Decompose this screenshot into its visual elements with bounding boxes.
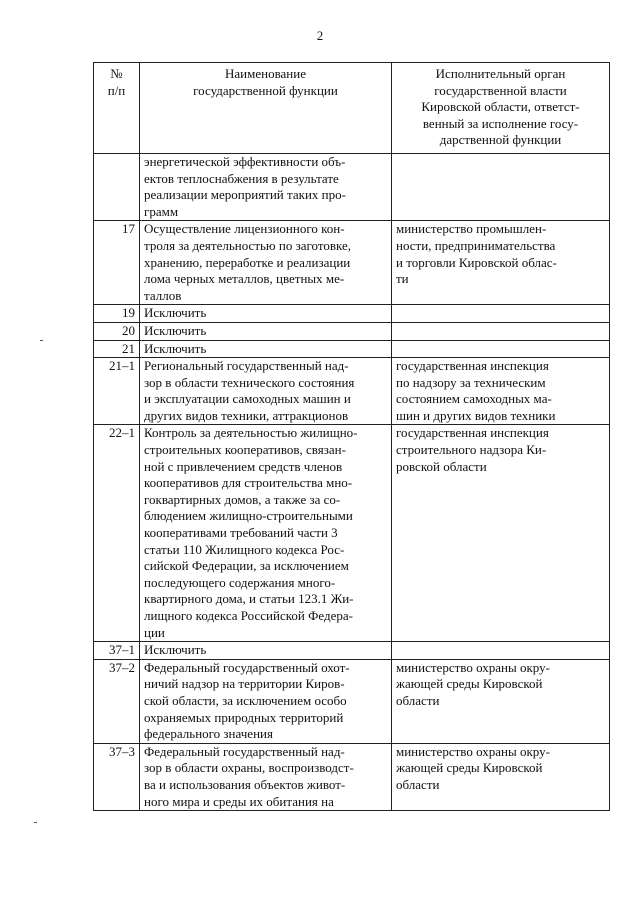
functions-table xyxy=(93,62,610,811)
row-number: 19 xyxy=(94,305,140,323)
function-name: Исключить xyxy=(140,340,392,358)
row-number xyxy=(94,153,140,220)
scan-mark xyxy=(34,822,37,823)
table-row xyxy=(94,743,610,810)
table-row xyxy=(94,153,610,220)
table-row xyxy=(94,221,610,305)
table-row xyxy=(94,425,610,642)
header-org: Исполнительный орган государственной власти Кировской области, ответст- венный за исполнение госу- дарственной функции xyxy=(392,63,610,154)
table-header-row xyxy=(94,63,610,154)
row-number: 37–1 xyxy=(94,642,140,660)
header-name: Наименование государственной функции xyxy=(140,63,392,154)
responsible-body xyxy=(392,340,610,358)
table-row xyxy=(94,322,610,340)
function-name: Исключить xyxy=(140,642,392,660)
responsible-body xyxy=(392,642,610,660)
responsible-body xyxy=(392,305,610,323)
table-row xyxy=(94,305,610,323)
function-name: Федеральный государственный охот- ничий надзор на территории Киров- ской области, за исключением особо охраняемых природных территорий федерального значения xyxy=(140,659,392,743)
function-name: Осуществление лицензионного кон- троля за деятельностью по заготовке, хранению, переработке и реализации лома черных металлов, цветных ме- таллов xyxy=(140,221,392,305)
table-row xyxy=(94,642,610,660)
row-number: 37–3 xyxy=(94,743,140,810)
scan-mark xyxy=(40,340,43,341)
table-row xyxy=(94,358,610,425)
function-name: Федеральный государственный над- зор в области охраны, воспроизводст- ва и использования объектов живот- ного мира и среды их обитания на xyxy=(140,743,392,810)
function-name: энергетической эффективности объ- ектов теплоснабжения в результате реализации мероприятий таких про- грамм xyxy=(140,153,392,220)
row-number: 37–2 xyxy=(94,659,140,743)
function-name: Региональный государственный над- зор в области технического состояния и эксплуатации самоходных машин и других видов техники, аттракционов xyxy=(140,358,392,425)
function-name: Исключить xyxy=(140,322,392,340)
table-row xyxy=(94,340,610,358)
row-number: 21–1 xyxy=(94,358,140,425)
function-name: Контроль за деятельностью жилищно- строительных кооперативов, связан- ной с привлечением средств членов кооперативов для строительства мно- гоквартирных домов, а также за со- блюдением жилищно-строительными кооперативами требований части 3 статьи 110 Жилищного кодекса Рос- сийской Федерации, за исключением последующего содержания много- квартирного дома, и статьи 123.1 Жи- лищного кодекса Российской Федера- ции xyxy=(140,425,392,642)
responsible-body: государственная инспекция строительного надзора Ки- ровской области xyxy=(392,425,610,642)
row-number: 21 xyxy=(94,340,140,358)
row-number: 22–1 xyxy=(94,425,140,642)
table-row xyxy=(94,659,610,743)
function-name: Исключить xyxy=(140,305,392,323)
responsible-body xyxy=(392,153,610,220)
responsible-body: министерство промышлен- ности, предпринимательства и торговли Кировской облас- ти xyxy=(392,221,610,305)
responsible-body xyxy=(392,322,610,340)
page-number: 2 xyxy=(316,28,324,43)
header-num: № п/п xyxy=(94,63,140,154)
responsible-body: министерство охраны окру- жающей среды Кировской области xyxy=(392,659,610,743)
responsible-body: государственная инспекция по надзору за техническим состоянием самоходных ма- шин и других видов техники xyxy=(392,358,610,425)
responsible-body: министерство охраны окру- жающей среды Кировской области xyxy=(392,743,610,810)
row-number: 17 xyxy=(94,221,140,305)
row-number: 20 xyxy=(94,322,140,340)
